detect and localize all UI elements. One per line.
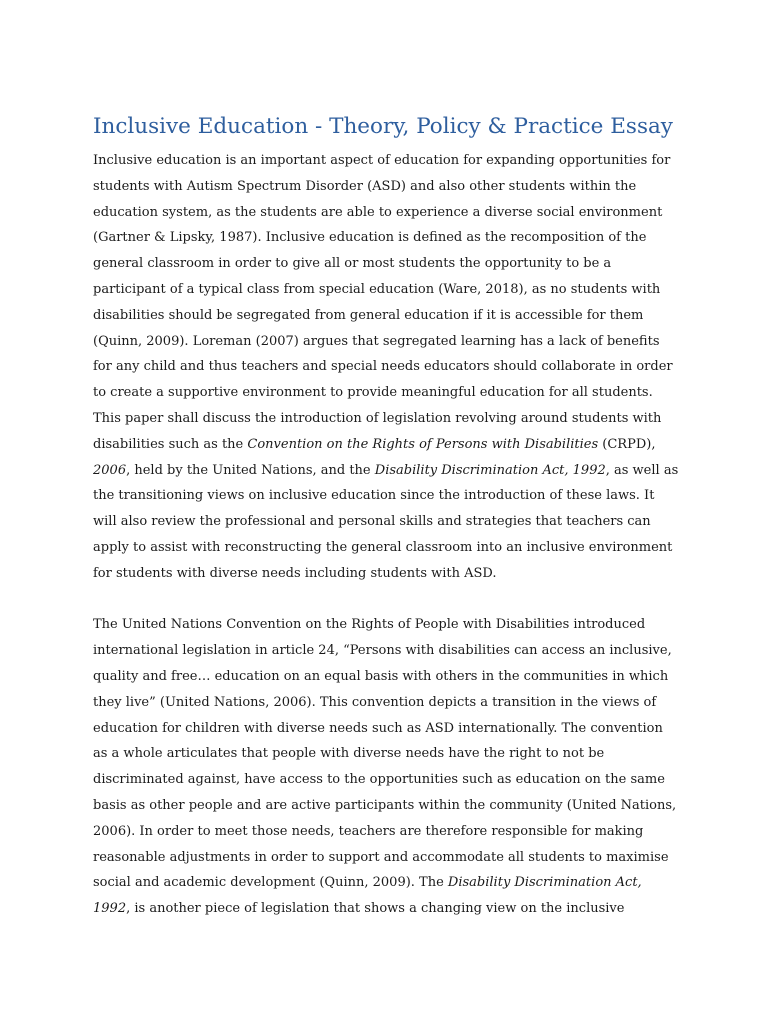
document-title: Inclusive Education - Theory, Policy & Practice Essay	[93, 114, 673, 139]
paragraph-text: , as well as the transitioning views on inclusive education since the introduction of these laws. It will also review the professional and personal skills and strategies that teachers can apply to assist with reconstructing the general classroom into an inclusive environment for students with diverse needs including students with ASD.	[93, 462, 679, 581]
paragraph-text: , is another piece of legislation that shows a changing view on the inclusive	[126, 901, 625, 917]
crpd-title-italic: Convention on the Rights of Persons with Disabilities	[247, 436, 599, 452]
paragraph-introduction	[93, 148, 679, 587]
paragraph-text: Inclusive education is an important aspect of education for expanding opportunities for students with Autism Spectrum Disorder (ASD) and also other students within the education system, as the students are able to experience a diverse social environment (Gartner & Lipsky, 1987). Inclusive education is defined as the recomposition of the general classroom in order to give all or most students the opportunity to be a participant of a typical class from special education (Ware, 2018), as no students with disabilities should be segregated from general education if it is accessible for them (Quinn, 2009). Loreman (2007) argues that segregated learning has a lack of benefits for any child and thus teachers and special needs educators should collaborate in order to create a supportive environment to provide meaningful education for all students. This paper shall discuss the introduction of legislation revolving around students with disabilities such as the	[93, 153, 673, 452]
paragraph-text: , held by the United Nations, and the	[126, 462, 375, 478]
dda-title-italic: Disability Discrimination Act, 1992	[374, 462, 606, 478]
paragraph-text: The United Nations Convention on the Rights of People with Disabilities introduced international legislation in article 24, “Persons with disabilities can access an inclusive, quality and free… education on an equal basis with others in the communities in which they live” (United Nations, 2006). This convention depicts a transition in the views of education for children with diverse needs such as ASD internationally. The convention as a whole articulates that people with diverse needs have the right to not be discriminated against, have access to the opportunities such as education on the same basis as other people and are active participants within the community (United Nations, 2006). In order to meet those needs, teachers are therefore responsible for making reasonable adjustments in order to support and accommodate all students to maximise social and academic development (Quinn, 2009). The	[93, 617, 677, 891]
dda-title-italic: Disability Discrimination Act, 1992	[93, 875, 642, 917]
document-page	[93, 112, 679, 922]
paragraph-un-convention	[93, 612, 679, 922]
crpd-year-italic: 2006	[93, 462, 127, 478]
paragraph-text: (CRPD),	[598, 436, 656, 452]
